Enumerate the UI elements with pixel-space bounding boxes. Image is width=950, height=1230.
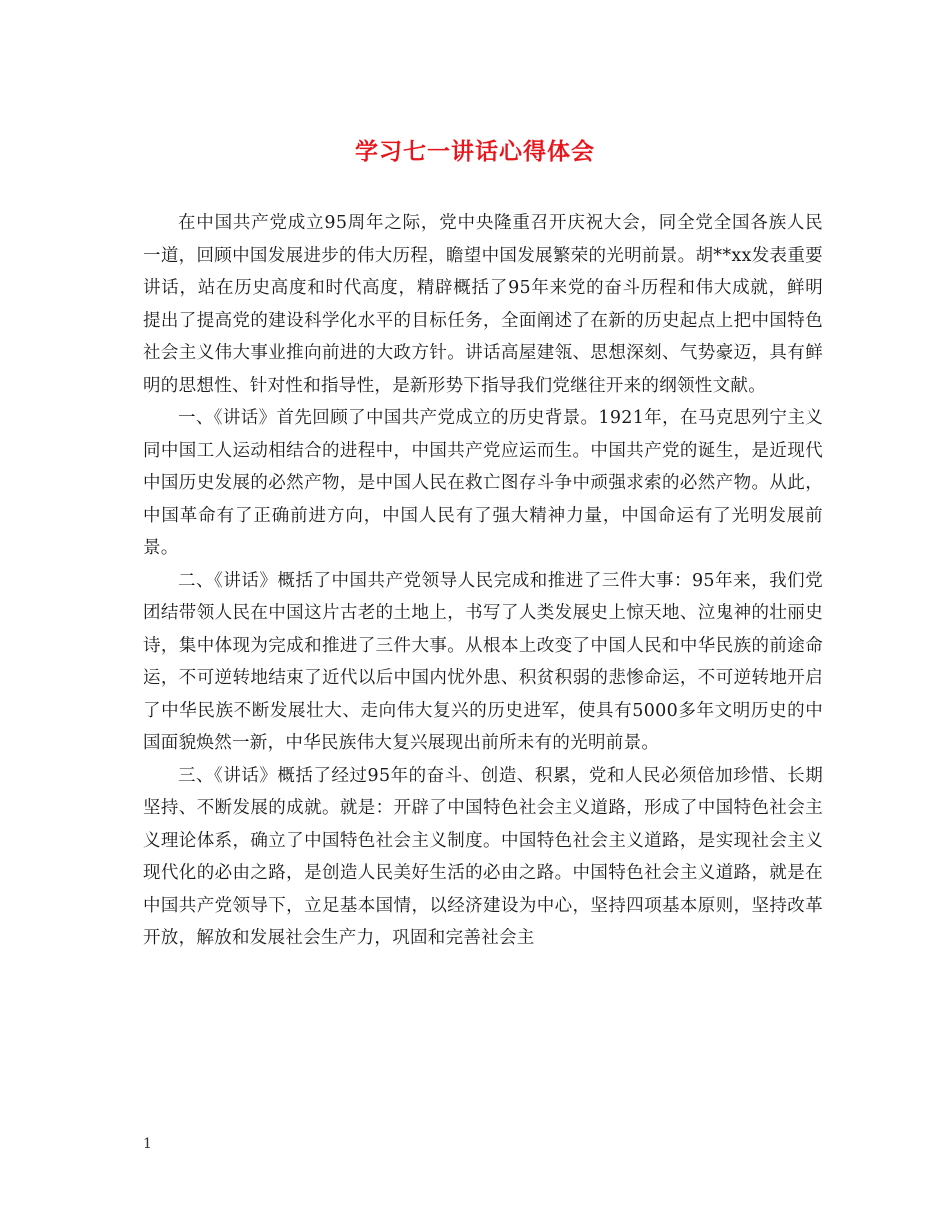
page-number: 1	[143, 1136, 152, 1152]
page-title: 学习七一讲话心得体会	[355, 138, 595, 165]
document-body	[143, 207, 823, 955]
paragraph-section-two: 二、《讲话》概括了中国共产党领导人民完成和推进了三件大事：95年来，我们党团结带领人民在中国这片古老的土地上，书写了人类发展史上惊天地、泣鬼神的壮丽史诗，集中体现为完成和推进了三件大事。从根本上改变了中国人民和中华民族的前途命运，不可逆转地结束了近代以后中国内忧外患、积贫积弱的悲惨命运，不可逆转地开启了中华民族不断发展壮大、走向伟大复兴的历史进军，使具有5000多年文明历史的中国面貌焕然一新，中华民族伟大复兴展现出前所未有的光明前景。	[143, 570, 823, 753]
paragraph-intro: 在中国共产党成立95周年之际，党中央隆重召开庆祝大会，同全党全国各族人民一道，回顾中国发展进步的伟大历程，瞻望中国发展繁荣的光明前景。胡**xx发表重要讲话，站在历史高度和时代高度，精辟概括了95年来党的奋斗历程和伟大成就，鲜明提出了提高党的建设科学化水平的目标任务，全面阐述了在新的历史起点上把中国特色社会主义伟大事业推向前进的大政方针。讲话高屋建瓴、思想深刻、气势豪迈，具有鲜明的思想性、针对性和指导性，是新形势下指导我们党继往开来的纲领性文献。	[143, 213, 823, 396]
paragraph-section-three: 三、《讲话》概括了经过95年的奋斗、创造、积累，党和人民必须倍加珍惜、长期坚持、不断发展的成就。就是：开辟了中国特色社会主义道路，形成了中国特色社会主义理论体系，确立了中国特色社会主义制度。中国特色社会主义道路，是实现社会主义现代化的必由之路，是创造人民美好生活的必由之路。中国特色社会主义道路，就是在中国共产党领导下，立足基本国情，以经济建设为中心，坚持四项基本原则，坚持改革开放，解放和发展社会生产力，巩固和完善社会主	[143, 765, 823, 948]
paragraph-section-one: 一、《讲话》首先回顾了中国共产党成立的历史背景。1921年，在马克思列宁主义同中国工人运动相结合的进程中，中国共产党应运而生。中国共产党的诞生，是近现代中国历史发展的必然产物，是中国人民在救亡图存斗争中顽强求索的必然产物。从此，中国革命有了正确前进方向，中国人民有了强大精神力量，中国命运有了光明发展前景。	[143, 408, 823, 558]
